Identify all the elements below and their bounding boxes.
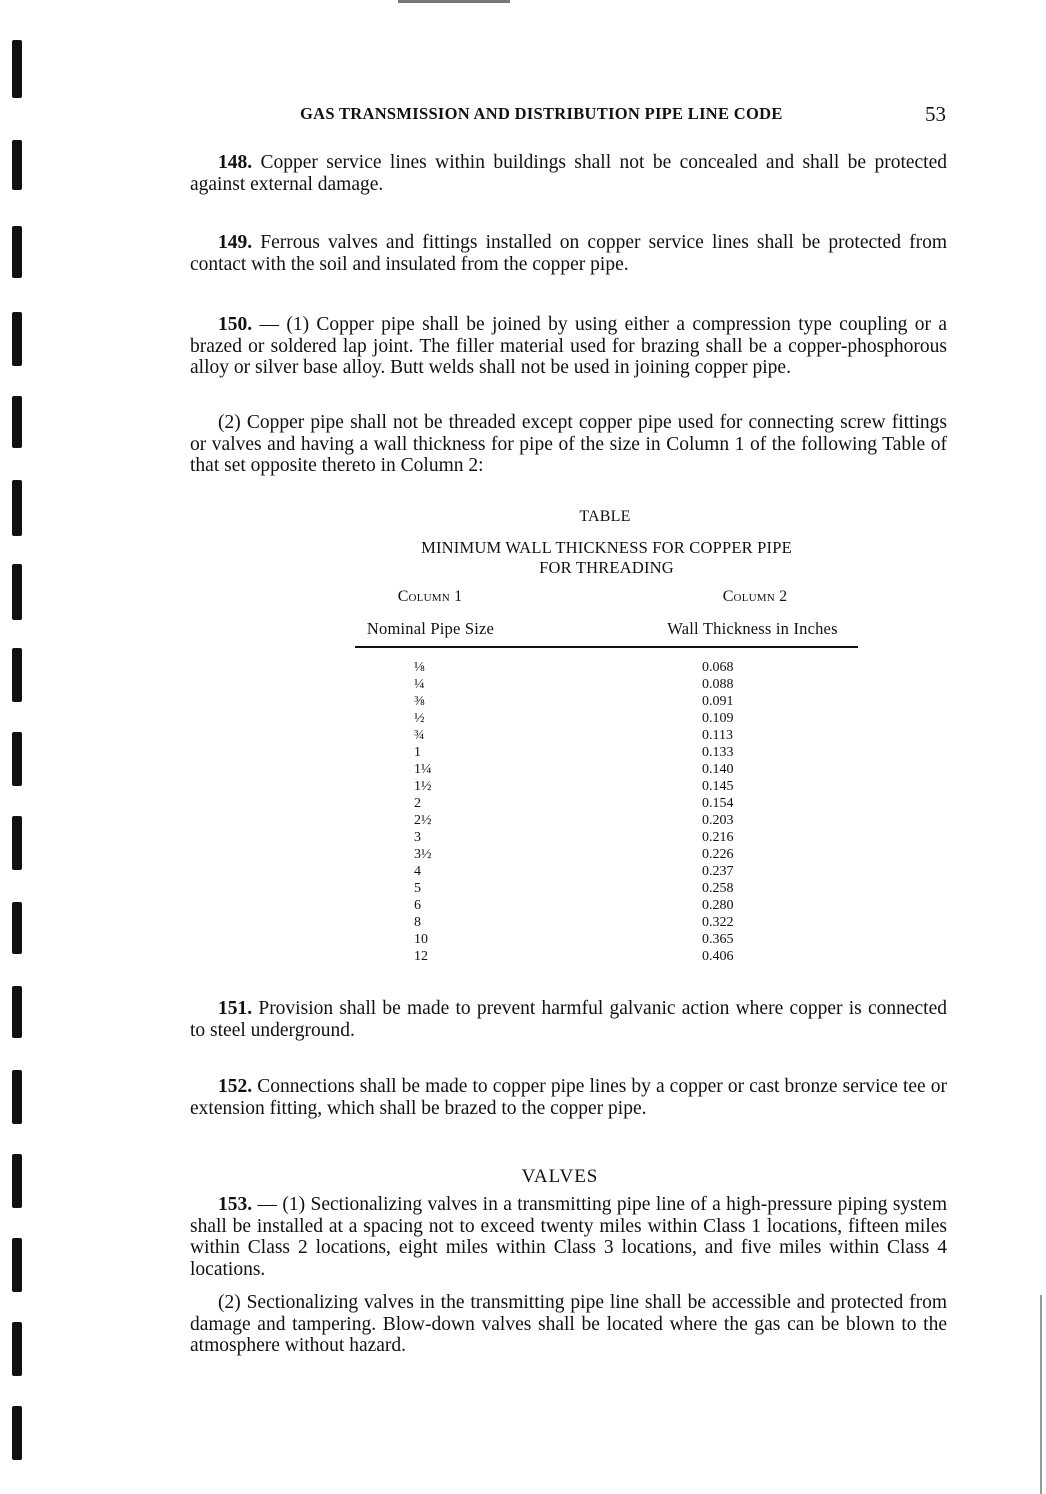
pipe-size-cell: 12 [414, 949, 428, 964]
paragraph-text: Copper service lines within buildings shall not be concealed and shall be protected against external damage. [190, 152, 948, 195]
paragraph-148 [190, 152, 947, 195]
wall-thickness-cell: 0.203 [702, 813, 734, 828]
paragraph-number: 151. [218, 998, 253, 1019]
binding-hole-mark [12, 902, 22, 954]
binding-hole-mark [12, 312, 22, 366]
binding-hole-mark [12, 1406, 22, 1460]
binding-hole-mark [12, 1238, 22, 1292]
paragraph-text: (2) Sectionalizing valves in the transmitting pipe line shall be accessible and protected from damage and tampering. Blow-down valves shall be located where the gas can be blown to the atmosphere without hazard. [190, 1292, 947, 1356]
pipe-size-cell: 10 [414, 932, 428, 947]
pipe-size-cell: 4 [414, 864, 421, 879]
binding-hole-mark [12, 1070, 22, 1124]
running-header [300, 104, 946, 130]
pipe-size-cell: 3 [414, 830, 421, 845]
pipe-size-cell: ½ [414, 711, 425, 726]
binding-hole-mark [12, 986, 22, 1038]
binding-hole-mark [12, 480, 22, 536]
column1-heading: Nominal Pipe Size [366, 619, 495, 638]
wall-thickness-cell: 0.145 [702, 779, 734, 794]
scan-top-line [398, 0, 510, 3]
pipe-size-column [414, 659, 432, 965]
paragraph-number: 152. [218, 1076, 253, 1097]
paragraph-153-2 [190, 1292, 947, 1357]
paragraph-text: Connections shall be made to copper pipe lines by a copper or cast bronze service tee or extension fitting, which shall be brazed to the copper pipe. [190, 1076, 947, 1119]
pipe-size-cell: 1¼ [414, 762, 432, 777]
paragraph-number: 148. [218, 152, 253, 173]
wall-thickness-cell: 0.109 [702, 711, 734, 726]
binding-hole-mark [12, 732, 22, 786]
wall-thickness-cell: 0.140 [702, 762, 734, 777]
column1-label: Column 1 [397, 588, 463, 605]
binding-hole-mark [12, 396, 22, 448]
paragraph-152 [190, 1076, 947, 1119]
pipe-size-cell: 2 [414, 796, 421, 811]
wall-thickness-cell: 0.226 [702, 847, 734, 862]
wall-thickness-cell: 0.133 [702, 745, 734, 760]
column2-heading: Wall Thickness in Inches [667, 619, 838, 638]
paragraph-text: Provision shall be made to prevent harmful galvanic action where copper is connected to steel underground. [190, 998, 947, 1041]
paragraph-153-1 [190, 1194, 947, 1280]
paragraph-151 [190, 998, 947, 1041]
pipe-size-cell: 1½ [414, 779, 432, 794]
binding-hole-mark [12, 648, 22, 702]
table-label: TABLE [579, 508, 631, 525]
paragraph-text: Ferrous valves and fittings installed on copper service lines shall be protected from contact with the soil and insulated from the copper pipe. [190, 232, 948, 275]
paragraph-149 [190, 232, 947, 275]
paragraph-number: 150. [218, 314, 253, 335]
pipe-size-cell: ⅜ [414, 694, 425, 709]
wall-thickness-cell: 0.216 [702, 830, 734, 845]
paragraph-text: — (1) Copper pipe shall be joined by using either a compression type coupling or a brazed or soldered lap joint. The filler material used for brazing shall be a copper-phosphorous alloy or silver base alloy. Butt welds shall not be used in joining copper pipe. [190, 314, 947, 378]
pipe-size-cell: 5 [414, 881, 421, 896]
table-rule [355, 646, 858, 648]
wall-thickness-cell: 0.091 [702, 694, 734, 709]
binding-hole-mark [12, 564, 22, 620]
wall-thickness-cell: 0.237 [702, 864, 734, 879]
paragraph-150-2 [190, 412, 947, 477]
paragraph-150-1 [190, 314, 947, 379]
pipe-size-cell: ⅛ [414, 660, 425, 675]
binding-hole-mark [12, 140, 22, 190]
scan-edge-line [1040, 1295, 1042, 1494]
paragraph-text: — (1) Sectionalizing valves in a transmitting pipe line of a high-pressure piping system shall be installed at a spacing not to exceed twenty miles within Class 1 locations, fifteen miles within Class 2 locations, eight miles within Class 3 locations, and five miles within Class 4 locations. [190, 1194, 948, 1280]
wall-thickness-cell: 0.088 [702, 677, 734, 692]
wall-thickness-column [702, 659, 734, 965]
page-number: 53 [925, 102, 946, 126]
header-title: GAS TRANSMISSION AND DISTRIBUTION PIPE LINE CODE [300, 104, 783, 123]
pipe-size-cell: 6 [414, 898, 421, 913]
binding-hole-mark [12, 816, 22, 870]
wall-thickness-cell: 0.280 [702, 898, 734, 913]
pipe-size-cell: 3½ [414, 847, 432, 862]
column2-label: Column 2 [722, 588, 788, 605]
section-heading-valves: VALVES [521, 1166, 599, 1187]
wall-thickness-cell: 0.154 [702, 796, 734, 811]
wall-thickness-cell: 0.365 [702, 932, 734, 947]
wall-thickness-cell: 0.406 [702, 949, 734, 964]
wall-thickness-cell: 0.113 [702, 728, 733, 743]
binding-hole-mark [12, 1322, 22, 1376]
wall-thickness-cell: 0.322 [702, 915, 734, 930]
pipe-size-cell: ¾ [414, 728, 425, 743]
binding-hole-mark [12, 226, 22, 278]
binding-hole-mark [12, 1154, 22, 1208]
wall-thickness-cell: 0.068 [702, 660, 734, 675]
table-title-line2: FOR THREADING [539, 558, 674, 577]
pipe-size-cell: 1 [414, 745, 421, 760]
paragraph-number: 153. [218, 1194, 253, 1215]
pipe-size-cell: 8 [414, 915, 421, 930]
pipe-size-cell: 2½ [414, 813, 432, 828]
binding-hole-mark [12, 40, 22, 98]
wall-thickness-cell: 0.258 [702, 881, 734, 896]
paragraph-number: 149. [218, 232, 253, 253]
paragraph-text: (2) Copper pipe shall not be threaded except copper pipe used for connecting screw fittings or valves and having a wall thickness for pipe of the size in Column 1 of the following Table of that set opposite thereto in Column 2: [190, 412, 947, 476]
table-title-line1: MINIMUM WALL THICKNESS FOR COPPER PIPE [421, 538, 792, 557]
pipe-size-cell: ¼ [414, 677, 425, 692]
